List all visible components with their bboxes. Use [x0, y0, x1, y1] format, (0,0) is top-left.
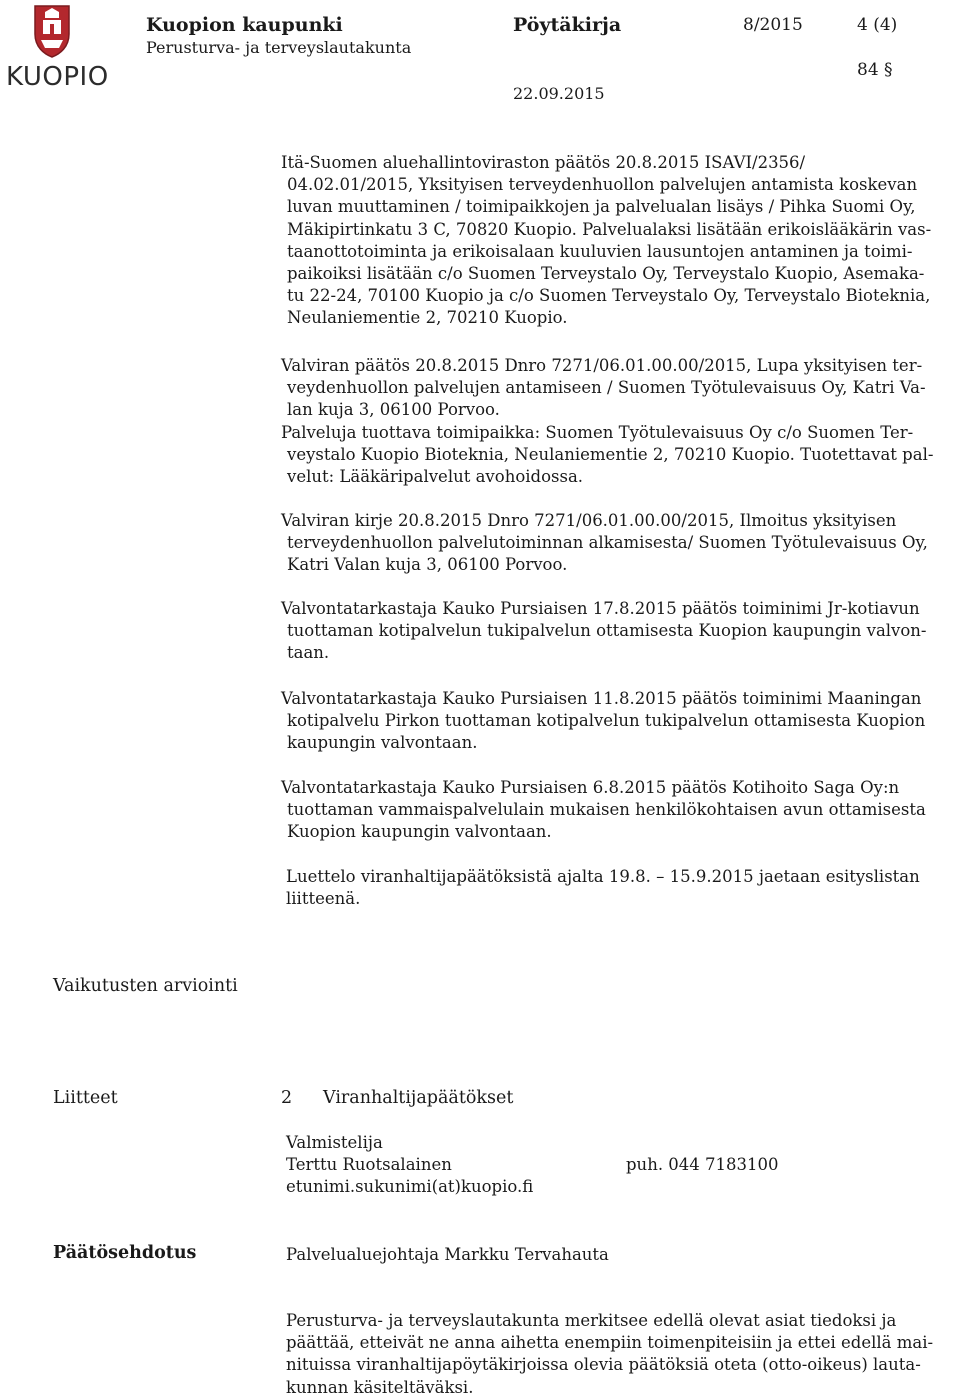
logo-wordmark: KUOPIO	[6, 62, 109, 92]
text-line: tuottaman vammaispalvelulain mukaisen henkilökohtaisen avun ottamisesta	[287, 800, 926, 820]
coat-of-arms-icon	[33, 4, 71, 58]
text-line: velut: Lääkäripalvelut avohoidossa.	[287, 467, 584, 487]
impact-assessment-label: Vaikutusten arviointi	[53, 976, 238, 996]
text-line: Valvontatarkastaja Kauko Pursiaisen 6.8.2015 päätös Kotihoito Saga Oy:n	[281, 778, 900, 797]
text-line: luvan muuttaminen / toimipaikkojen ja palvelualan lisäys / Pihka Suomi Oy,	[287, 197, 916, 217]
text-line: Valviran kirje 20.8.2015 Dnro 7271/06.01.00.00/2015, Ilmoitus yksityisen	[281, 511, 897, 530]
text-line: kaupungin valvontaan.	[287, 733, 478, 753]
text-line: tuottaman kotipalvelun tukipalvelun ottamisesta Kuopion kaupungin valvon-	[287, 621, 927, 641]
proposer: Palvelualuejohtaja Markku Tervahauta	[286, 1245, 609, 1264]
attachment-count: 2	[281, 1088, 293, 1108]
decision-item	[281, 355, 933, 488]
text-line: kotipalvelu Pirkon tuottaman kotipalvelun tukipalvelun ottamisesta Kuopion	[287, 711, 926, 731]
text-line: Valvontatarkastaja Kauko Pursiaisen 17.8.2015 päätös toiminimi Jr-kotiavun	[281, 599, 920, 618]
text-line: Mäkipirtinkatu 3 C, 70820 Kuopio. Palvelualaksi lisätään erikoislääkärin vas-	[287, 219, 932, 239]
text-line: Valviran päätös 20.8.2015 Dnro 7271/06.01.00.00/2015, Lupa yksityisen ter-	[281, 356, 923, 375]
text-line: tu 22-24, 70100 Kuopio ja c/o Suomen Terveystalo Oy, Terveystalo Bioteknia,	[287, 286, 931, 306]
preparer-name: Terttu Ruotsalainen	[286, 1155, 452, 1175]
text-line: Itä-Suomen aluehallintoviraston päätös 20.8.2015 ISAVI/2356/	[281, 153, 806, 172]
meeting-date: 22.09.2015	[513, 84, 605, 103]
preparer-block	[286, 1132, 533, 1199]
preparer-phone: puh. 044 7183100	[626, 1155, 779, 1174]
committee-name: Perusturva- ja terveyslautakunta	[146, 38, 412, 57]
page-number: 4 (4)	[857, 15, 898, 35]
text-line: veystalo Kuopio Bioteknia, Neulaniementie 2, 70210 Kuopio. Tuotettavat pal-	[287, 444, 934, 464]
doc-number: 8/2015	[743, 15, 803, 35]
text-line: Perusturva- ja terveyslautakunta merkitsee edellä olevat asiat tiedoksi ja	[286, 1311, 897, 1330]
text-line: 04.02.01/2015, Yksityisen terveydenhuollon palvelujen antamista koskevan	[287, 175, 918, 195]
text-line: paikoiksi lisätään c/o Suomen Terveystalo Oy, Terveystalo Kuopio, Asemaka-	[287, 264, 925, 284]
text-line: Valvontatarkastaja Kauko Pursiaisen 11.8.2015 päätös toiminimi Maaningan	[281, 689, 922, 708]
text-line: Neulaniementie 2, 70210 Kuopio.	[287, 308, 568, 328]
text-line: Kuopion kaupungin valvontaan.	[287, 822, 552, 842]
text-line: liitteenä.	[286, 889, 361, 909]
text-line: taan.	[287, 643, 330, 663]
text-line: taanottotoiminta ja erikoisalaan kuuluvien lausuntojen antaminen ja toimi-	[287, 241, 913, 261]
org-name: Kuopion kaupunki	[146, 14, 343, 36]
decision-item	[281, 510, 928, 577]
proposal-label: Päätösehdotus	[53, 1243, 197, 1263]
decision-item	[281, 688, 925, 755]
text-line: Luettelo viranhaltijapäätöksistä ajalta 19.8. – 15.9.2015 jaetaan esityslistan	[286, 867, 920, 886]
section-number: 84 §	[857, 60, 893, 80]
decision-item	[281, 152, 931, 330]
kuopio-logo	[6, 4, 109, 96]
text-line: lan kuja 3, 06100 Porvoo.	[287, 400, 500, 420]
decision-item	[281, 598, 927, 665]
text-line: terveydenhuollon palvelutoiminnan alkamisesta/ Suomen Työtulevaisuus Oy,	[287, 533, 928, 553]
preparer-email: etunimi.sukunimi(at)kuopio.fi	[286, 1177, 534, 1197]
decision-item	[281, 777, 926, 844]
text-line: Palveluja tuottava toimipaikka: Suomen Työtulevaisuus Oy c/o Suomen Ter-	[281, 422, 914, 442]
text-line: kunnan käsiteltäväksi.	[286, 1377, 474, 1397]
decision-item	[286, 866, 920, 910]
doc-type: Pöytäkirja	[513, 14, 622, 36]
text-line: nituissa viranhaltijapöytäkirjoissa olevia päätöksiä oteta (otto-oikeus) lauta-	[286, 1355, 921, 1375]
text-line: päättää, etteivät ne anna aihetta enempiin toimenpiteisiin ja ettei edellä mai-	[286, 1333, 934, 1353]
preparer-title: Valmistelija	[286, 1133, 383, 1152]
decision-text	[286, 1310, 933, 1399]
attachment-title: Viranhaltijapäätökset	[323, 1088, 514, 1108]
text-line: veydenhuollon palvelujen antamiseen / Suomen Työtulevaisuus Oy, Katri Va-	[287, 378, 926, 398]
attachments-label: Liitteet	[53, 1088, 118, 1108]
text-line: Katri Valan kuja 3, 06100 Porvoo.	[287, 555, 568, 575]
